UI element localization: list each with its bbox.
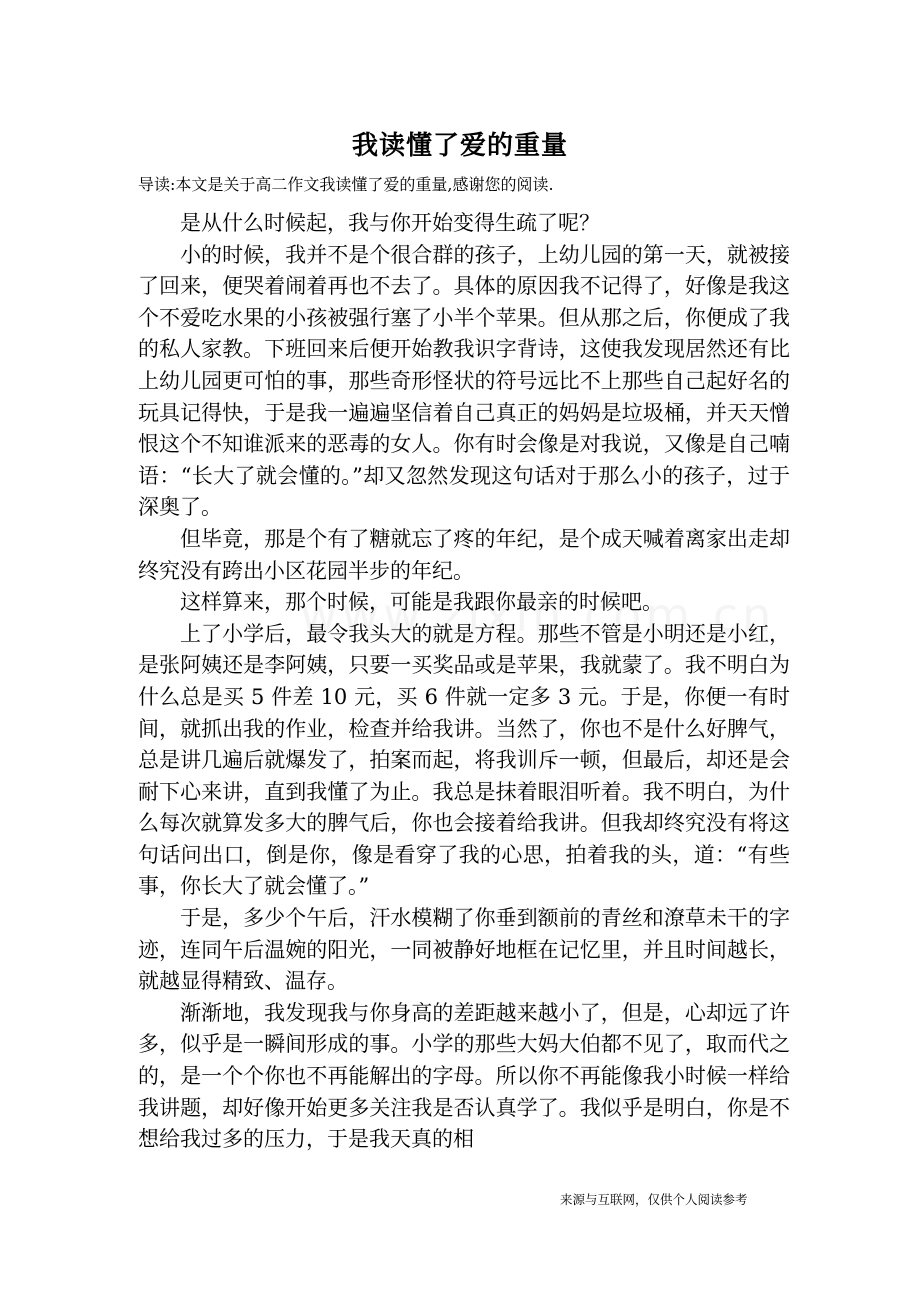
paragraph: 渐渐地，我发现我与你身高的差距越来越小了，但是，心却远了许多，似乎是一瞬间形成的事。小学的那些大妈大伯都不见了，取而代之的，是一个个你也不再能解出的字母。所以你不再能像我小时候一样给我讲题，却好像开始更多关注我是否认真学了。我似乎是明白，你是不想给我过多的压力，于是我天真的相 xyxy=(138,1000,790,1152)
document-body xyxy=(138,208,790,1156)
paragraph: 是从什么时候起，我与你开始变得生疏了呢？ xyxy=(180,211,600,235)
document-intro: 导读:本文是关于高二作文我读懂了爱的重量,感谢您的阅读. xyxy=(138,175,554,194)
footer-note: 来源与互联网，仅供个人阅读参考 xyxy=(560,1192,748,1207)
paragraph: 这样算来，那个时候，可能是我跟你最亲的时候吧。 xyxy=(180,590,663,615)
paragraph: 上了小学后，最令我头大的就是方程。那些不管是小明还是小红，是张阿姨还是李阿姨，只要一买奖品或是苹果，我就蒙了。我不明白为什么总是买 5 件差 10 元，买 6 件就一定多 3 元。于是，你便一有时间，就抓出我的作业，检查并给我讲。当然了，你也不是什么好脾气，总是讲几遍后就爆发了，拍案而起，将我训斥一顿，但最后，却还是会耐下心来讲，直到我懂了为止。我总是抹着眼泪听着。我不明白，为什么每次就算发多大的脾气后，你也会接着给我讲。但我却终究没有将这句话问出口，倒是你，像是看穿了我的心思，拍着我的头，道：“有些事，你长大了就会懂了。” xyxy=(138,621,790,899)
document-title: 我读懂了爱的重量 xyxy=(351,131,568,161)
paragraph: 但毕竟，那是个有了糖就忘了疼的年纪，是个成天喊着离家出走却终究没有跨出小区花园半步的年纪。 xyxy=(138,526,790,583)
paragraph: 于是，多少个午后，汗水模糊了你垂到额前的青丝和潦草未干的字迹，连同午后温婉的阳光，一同被静好地框在记忆里，并且时间越长，就越显得精致、温存。 xyxy=(138,906,790,994)
paragraph: 小的时候，我并不是个很合群的孩子，上幼儿园的第一天，就被接了回来，便哭着闹着再也不去了。具体的原因我不记得了，好像是我这个不爱吃水果的小孩被强行塞了小半个苹果。但从那之后，你便成了我的私人家教。下班回来后便开始教我识字背诗，这使我发现居然还有比上幼儿园更可怕的事，那些奇形怪状的符号远比不上那些自己起好名的玩具记得快，于是我一遍遍坚信着自己真正的妈妈是垃圾桶，并天天憎恨这个不知谁派来的恶毒的女人。你有时会像是对我说，又像是自己喃语：“长大了就会懂的。”却又忽然发现这句话对于那么小的孩子，过于深奥了。 xyxy=(138,242,790,520)
